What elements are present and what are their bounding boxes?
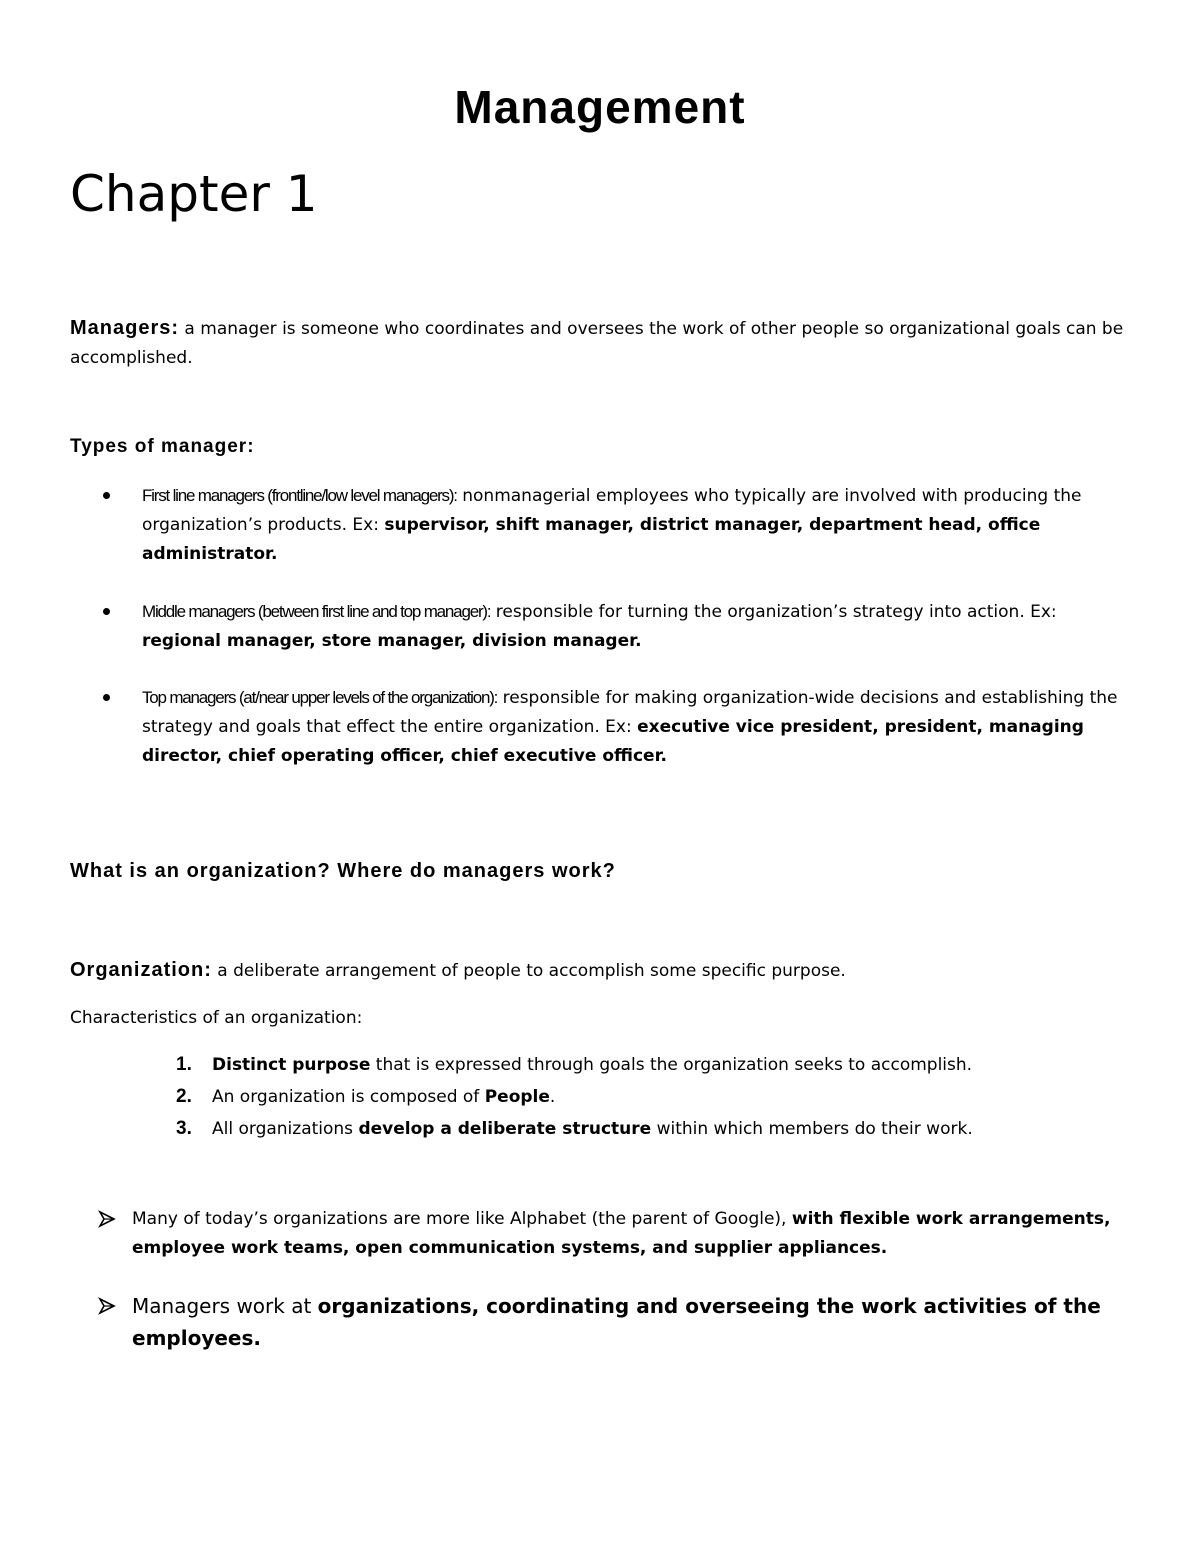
- organization-definition: [70, 956, 1130, 986]
- managers-term: Managers:: [70, 317, 180, 339]
- bullet-icon: [103, 492, 110, 499]
- manager-type-term: First line managers (frontline/low level managers):: [142, 486, 457, 505]
- bullet-icon: [103, 694, 110, 701]
- characteristic-text: that is expressed through goals the organization seeks to accomplish.: [370, 1055, 973, 1075]
- manager-type-text: nonmanagerial employees who typically are involved with producing the organization’s products. Ex:: [142, 486, 1082, 535]
- manager-type-text: responsible for making organization-wide decisions and establishing the strategy and goals that effect the entire organization. Ex:: [142, 688, 1118, 737]
- note-bold: with flexible work arrangements, employee work teams, open communication systems, and supplier appliances.: [132, 1209, 1111, 1258]
- characteristics-label: Characteristics of an organization:: [70, 1008, 363, 1028]
- list-item: [70, 683, 1130, 771]
- characteristic-bold: develop a deliberate structure: [358, 1119, 652, 1139]
- manager-type-examples: regional manager, store manager, division manager.: [142, 631, 642, 651]
- bullet-icon: [103, 608, 110, 615]
- characteristic-text: All organizations: [212, 1119, 359, 1139]
- manager-type-list: [70, 597, 1130, 656]
- note-text: Many of today’s organizations are more like Alphabet (the parent of Google),: [132, 1209, 792, 1229]
- list-item: [70, 481, 1130, 569]
- manager-type-examples: supervisor, shift manager, district manager, department head, office administrator.: [142, 515, 1041, 564]
- note-list: [70, 1205, 1130, 1263]
- note-list: [70, 1290, 1130, 1354]
- manager-type-list: [70, 481, 1130, 569]
- note-bold: organizations, coordinating and overseeing the work activities of the employees.: [132, 1294, 1101, 1350]
- characteristic-text: .: [549, 1087, 556, 1107]
- characteristics-list: [140, 1049, 1130, 1145]
- characteristic-bold: Distinct purpose: [212, 1055, 371, 1075]
- arrow-bullet-icon: [98, 1210, 116, 1228]
- list-number: 1.: [176, 1054, 192, 1075]
- managers-definition: [70, 314, 1130, 373]
- manager-type-term: Middle managers (between first line and top manager):: [142, 602, 491, 621]
- characteristic-bold: People: [484, 1087, 550, 1107]
- chapter-heading: Chapter 1: [70, 165, 318, 223]
- manager-type-term: Top managers (at/near upper levels of the organization):: [142, 688, 498, 707]
- organization-definition-text: a deliberate arrangement of people to accomplish some specific purpose.: [211, 961, 846, 981]
- manager-type-text: responsible for turning the organization’s strategy into action. Ex:: [490, 602, 1057, 622]
- manager-type-list: [70, 683, 1130, 771]
- organization-term: Organization:: [70, 959, 212, 981]
- list-item: [70, 1290, 1130, 1354]
- list-item: [140, 1049, 1130, 1081]
- arrow-bullet-icon: [98, 1297, 116, 1315]
- manager-type-examples: executive vice president, president, managing director, chief operating officer, chief executive officer.: [142, 717, 1084, 766]
- note-text: Managers work at: [132, 1294, 318, 1318]
- types-of-manager-heading: Types of manager:: [70, 436, 255, 457]
- list-item: [70, 1205, 1130, 1263]
- list-item: [140, 1081, 1130, 1113]
- managers-definition-text: a manager is someone who coordinates and oversees the work of other people so organizational goals can be accomplished.: [70, 319, 1124, 368]
- list-item: [140, 1113, 1130, 1145]
- organization-question-heading: What is an organization? Where do managers work?: [70, 860, 616, 882]
- list-number: 3.: [176, 1118, 192, 1139]
- list-number: 2.: [176, 1086, 192, 1107]
- characteristic-text: within which members do their work.: [651, 1119, 973, 1139]
- list-item: [70, 597, 1130, 656]
- characteristic-text: An organization is composed of: [212, 1087, 485, 1107]
- document-title: Management: [454, 81, 746, 133]
